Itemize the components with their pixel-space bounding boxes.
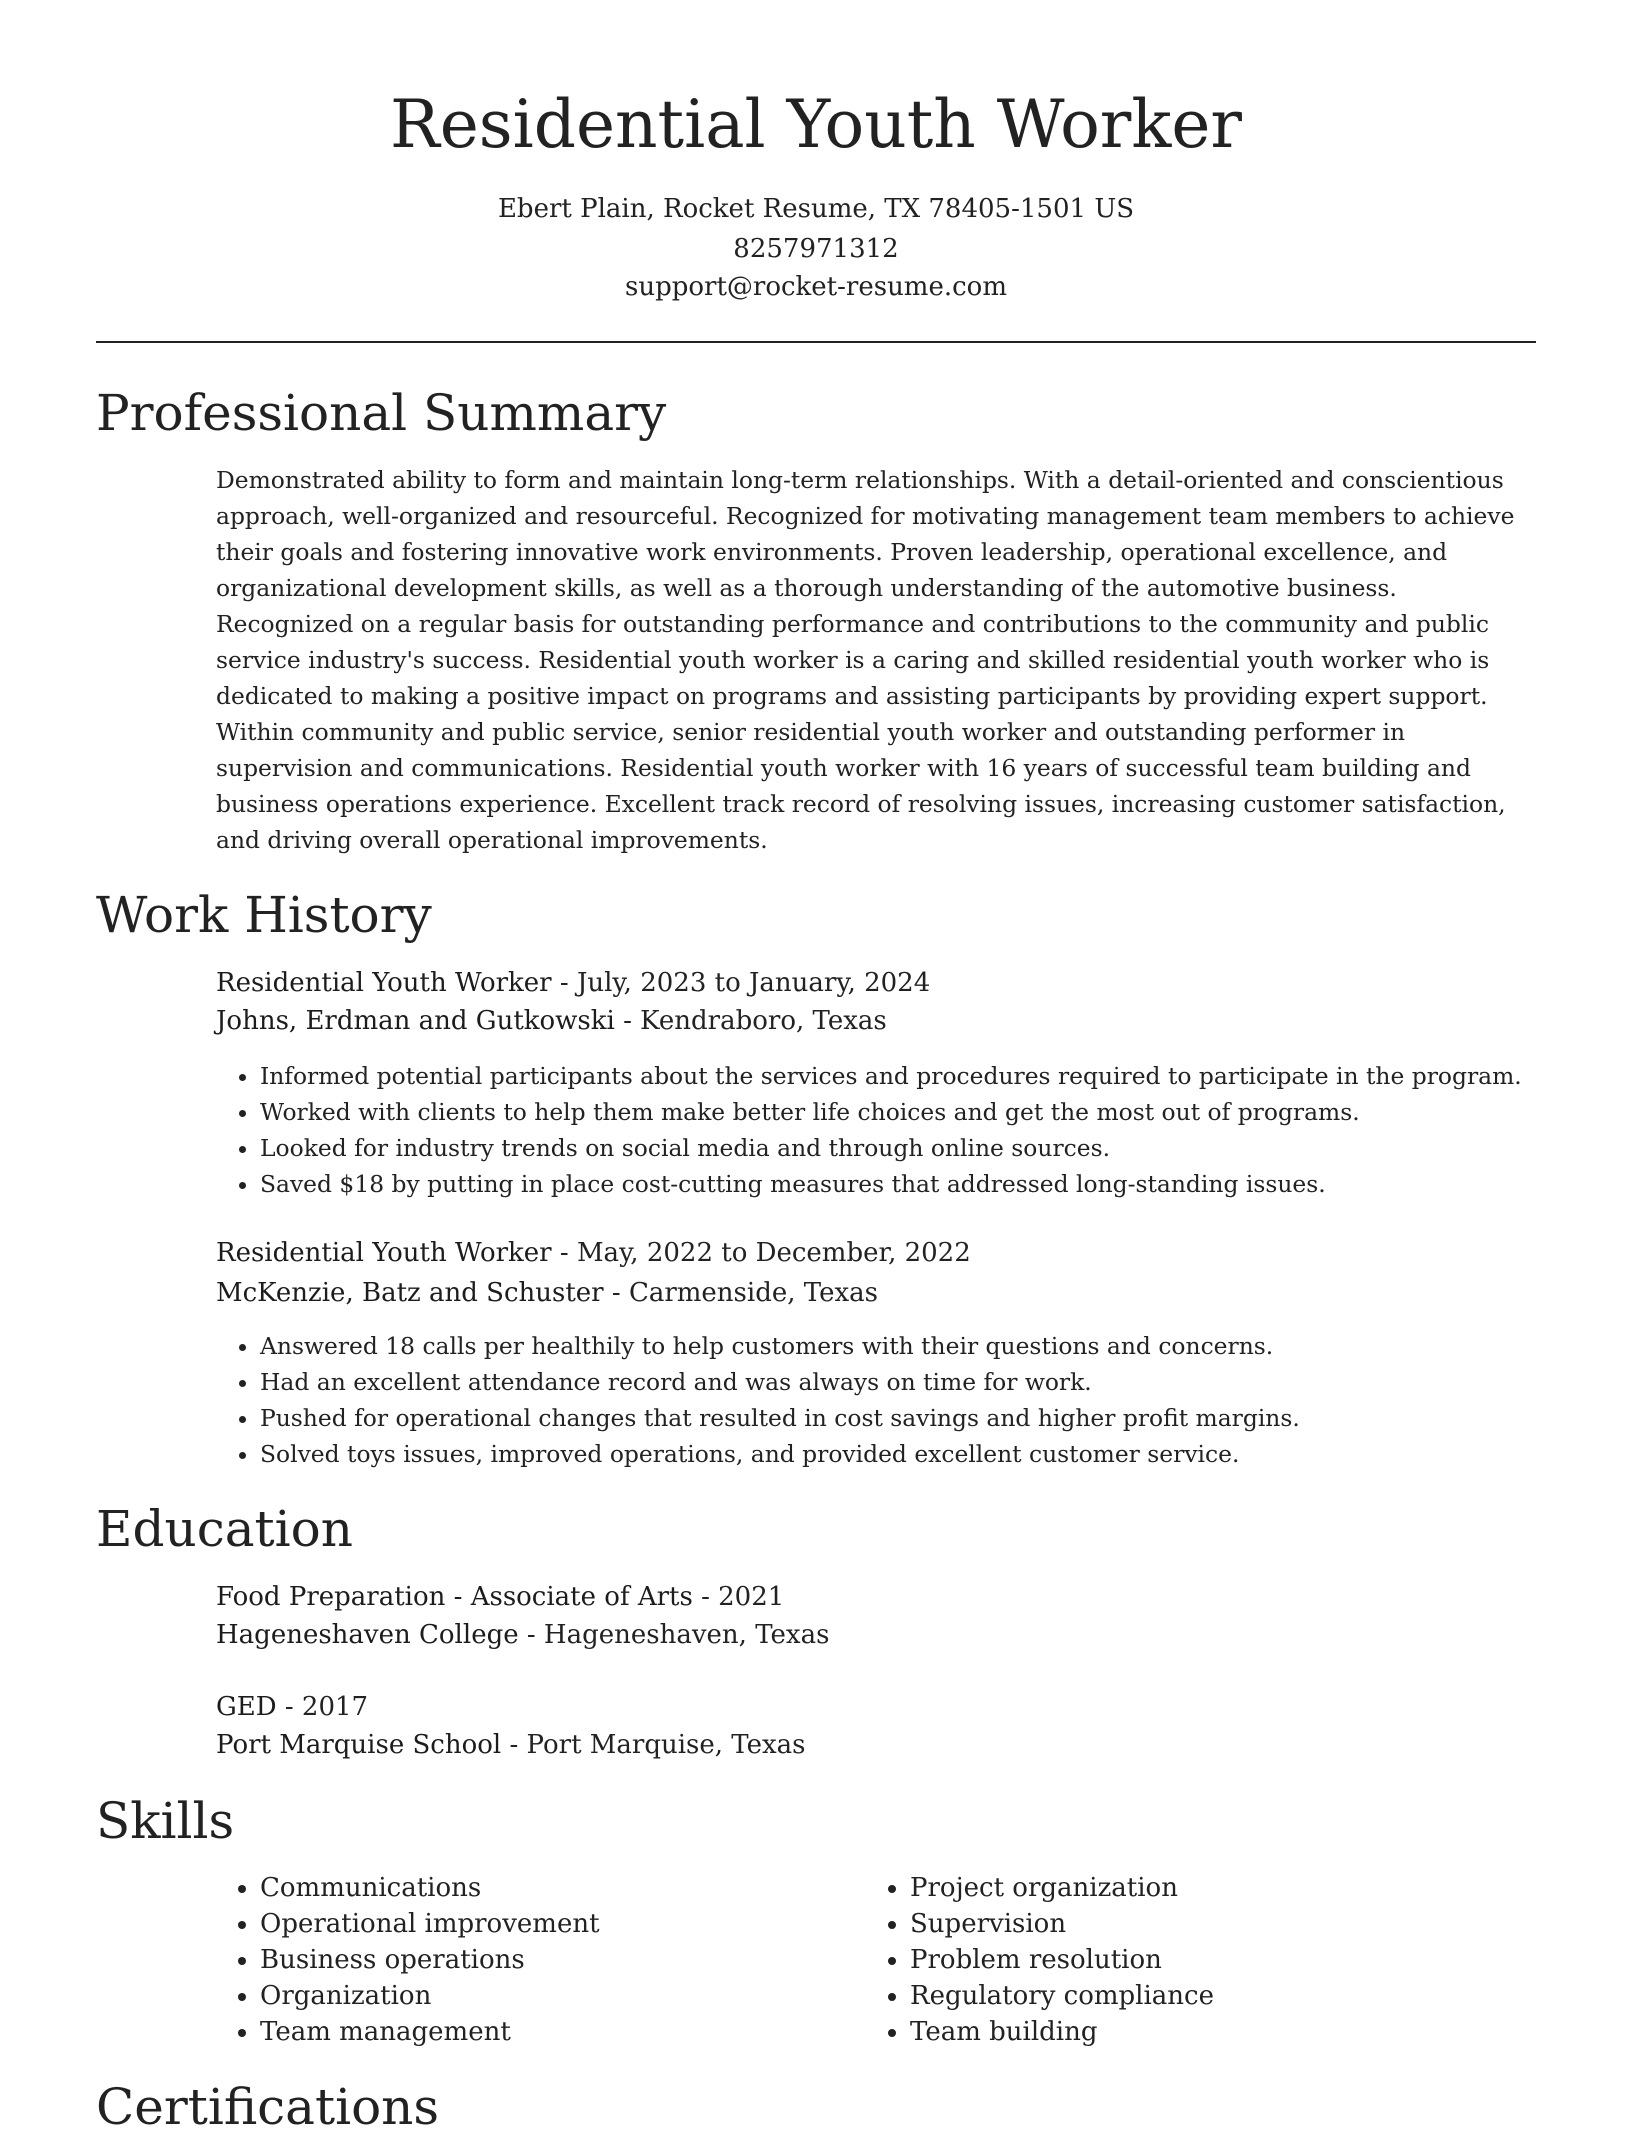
job-1-duties <box>216 1058 1580 1202</box>
list-item: • Team management <box>260 2014 600 2050</box>
list-item: • Worked with clients to help them make better life choices and get the most out of programs. <box>260 1094 1580 1130</box>
list-item: • Pushed for operational changes that resulted in cost savings and higher profit margins. <box>260 1400 1580 1436</box>
list-item: • Saved $18 by putting in place cost-cutting measures that addressed long-standing issues. <box>260 1166 1580 1202</box>
education-2-location: - Port Marquise, Texas <box>501 1730 806 1760</box>
job-2-dates: - May, 2022 to December, 2022 <box>551 1238 971 1268</box>
list-item: • Project organization <box>910 1870 1214 1906</box>
certifications-heading: Certifications <box>96 2078 440 2136</box>
list-item: • Supervision <box>910 1906 1214 1942</box>
education-2-degree: GED <box>216 1692 277 1722</box>
education-1-degree-line <box>216 1578 784 1616</box>
summary-text: Demonstrated ability to form and maintain long-term relationships. With a detail-oriented and conscientious approach, well-organized and resourceful. Recognized for motivating management team members to achieve their goals and fostering innovative work environments. Proven leadership, operational excellence, and organizational development skills, as well as a thorough understanding of the automotive business. Recognized on a regular basis for outstanding performance and contributions to the community and public service industry's success. Residential youth worker is a caring and skilled residential youth worker who is dedicated to making a positive impact on programs and assisting participants by providing expert support. Within community and public service, senior residential youth worker and outstanding performer in supervision and communications. Residential youth worker with 16 years of successful team building and business operations experience. Excellent track record of resolving issues, increasing customer satisfaction, and driving overall operational improvements. <box>216 466 1515 854</box>
education-2-degree-line <box>216 1688 368 1726</box>
job-2-company: McKenzie, Batz and Schuster <box>216 1278 604 1308</box>
education-1-location: - Hageneshaven, Texas <box>518 1620 830 1650</box>
job-1-company-line <box>216 1002 887 1040</box>
list-item: • Operational improvement <box>260 1906 600 1942</box>
resume-title: Residential Youth Worker <box>390 86 1242 163</box>
list-item: • Regulatory compliance <box>910 1978 1214 2014</box>
job-1-company: Johns, Erdman and Gutkowski <box>216 1006 615 1036</box>
education-2-year: - 2017 <box>276 1692 369 1722</box>
list-item: • Solved toys issues, improved operations, and provided excellent customer service. <box>260 1436 1580 1472</box>
list-item: • Problem resolution <box>910 1942 1214 1978</box>
job-2-duties <box>216 1328 1580 1472</box>
skills-list-left <box>216 1870 600 2050</box>
contact-email: support@rocket-resume.com <box>624 272 1007 302</box>
education-1-year: - 2021 <box>692 1582 785 1612</box>
contact-phone: 8257971312 <box>733 234 899 264</box>
skills-list-right <box>866 1870 1214 2050</box>
list-item: • Communications <box>260 1870 600 1906</box>
summary-block <box>216 462 1536 858</box>
education-heading: Education <box>96 1500 353 1558</box>
list-item: • Business operations <box>260 1942 600 1978</box>
list-item: • Informed potential participants about the services and procedures required to participate in the program. <box>260 1058 1580 1094</box>
header-divider <box>96 341 1536 343</box>
list-item: • Had an excellent attendance record and was always on time for work. <box>260 1364 1580 1400</box>
education-1-degree: Food Preparation - Associate of Arts <box>216 1582 693 1612</box>
education-2-school: Port Marquise School <box>216 1730 502 1760</box>
contact-address: Ebert Plain, Rocket Resume, TX 78405-1501 US <box>497 194 1135 224</box>
list-item: • Team building <box>910 2014 1214 2050</box>
education-1-school: Hageneshaven College <box>216 1620 519 1650</box>
summary-heading: Professional Summary <box>96 384 667 442</box>
job-1-dates: - July, 2023 to January, 2024 <box>551 968 931 998</box>
list-item: • Looked for industry trends on social media and through online sources. <box>260 1130 1580 1166</box>
list-item: • Answered 18 calls per healthily to help customers with their questions and concerns. <box>260 1328 1580 1364</box>
job-1-location: - Kendraboro, Texas <box>614 1006 887 1036</box>
job-1-title-line <box>216 964 930 1002</box>
job-1-title: Residential Youth Worker <box>216 968 552 998</box>
job-2-location: - Carmenside, Texas <box>603 1278 878 1308</box>
education-1-school-line <box>216 1616 829 1654</box>
skills-heading: Skills <box>96 1792 235 1850</box>
work-history-heading: Work History <box>96 886 432 944</box>
job-2-company-line <box>216 1274 878 1312</box>
job-2-title: Residential Youth Worker <box>216 1238 552 1268</box>
job-2-title-line <box>216 1234 971 1272</box>
list-item: • Organization <box>260 1978 600 2014</box>
education-2-school-line <box>216 1726 806 1764</box>
